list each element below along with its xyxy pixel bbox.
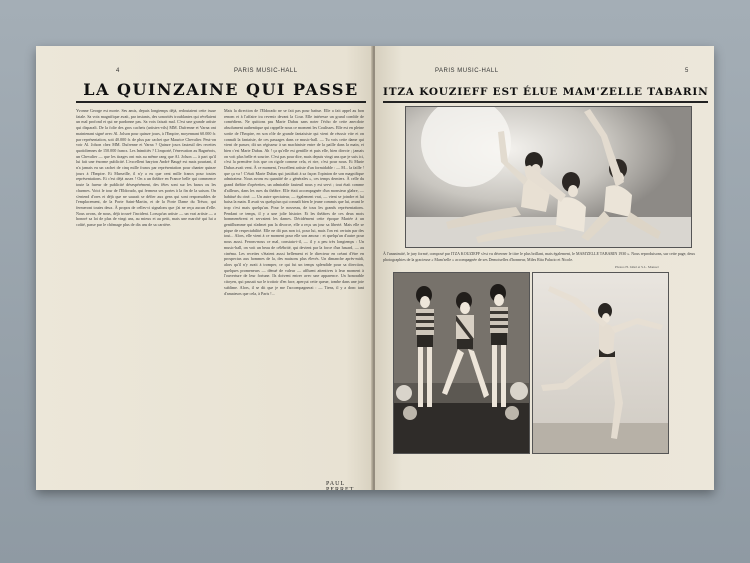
page-number-left: 4 bbox=[116, 68, 120, 74]
article-title: LA QUINZAINE QUI PASSE bbox=[83, 80, 359, 99]
photo-credit: Photos H. Iddel et S.L. Manuel bbox=[615, 265, 659, 269]
open-magazine bbox=[36, 46, 714, 490]
title-rule-right bbox=[383, 101, 708, 103]
page-number-right: 5 bbox=[685, 68, 689, 74]
running-head-left: PARIS MUSIC-HALL bbox=[234, 68, 298, 74]
left-page bbox=[36, 46, 373, 490]
article-title-right: ITZA KOUZIEFF EST ÉLUE MAM'ZELLE TABARIN bbox=[383, 86, 709, 98]
trio-photo bbox=[393, 272, 530, 454]
author-signature: PAUL PERRET. bbox=[326, 481, 357, 490]
article-column-1: Yvonne George est morte. Ses amis, depuis longtemps déjà, redoutaient cette issue fatale. Sa voix magnifique avait, par instants, des sonorités troublantes qui révélaient un mal profond et qui ne pardonne pas. Sa voix faisait mal. C'est une grande artiste qui disparaît. De la folie des gros cachets (artistes-vils) MM. Dufrenne et Varna ont maintenant signé avec Al. Jolson pour quinze jours, à l'Empire, moyennant 60.000 fr. par représentation, soit 40.000 fr. de plus par cachet que Maurice Chevalier. Peut-on voir Al. Jolson chez MM. Dufrenne et Varna ? Quinze jours fauteuil des recettes quotidiennes de 150.000 francs. Les Inimitiés ? L'importé, l'énervation au Bagnérois, un Chevalier — que les tirages ont mis au même rang que Al. Jolson — à part qu'il lui fait une énorme publicité. L'excellent baryton André Baugé est mais pourtant, il n'a jamais eu un cachet de cinq mille francs par représentation pour chanter quinze jours à l'Empire. Et Marseille, il n'y a eu que cent mille francs pour toutes représentations. Et c'est déjà assez ! On a un théâtre en France belle qui commence toute la fureur de publicité désespérément, des fêtes sont sur les bancs ou les charmes. Voici le tour de l'Eldorado, qui fermera ses portes à la fin de la saison. On s'entend d'ores et déjà que ne saurait se défier aux gens qui sont responsables de l'emplacement, de la Porte Saint-Martin, et de la Porte Dame du Trésor, qui fermeront toutes deux. À propos de celles-ci signalons que j'ai ne reçu aucun d'elle. Nous avons, de nous, déjà trouvé l'incident. Lorsqu'un artiste — un vrai artiste — a honoré sa loi de plus de vingt ans, au mieux et au petit, mais une marché qui lui a coûté, passe par le chômage plus de dix ans de sa carrière. bbox=[76, 108, 216, 228]
photo-caption: À l'unanimité, le jury formé, composé par ITZA KOUZIEFF s'est vu décerner le titre le plus brillant, mais également, le MAM'ZELLE TABARIN 1930 ». Nous reproduisons, sur cette page, deux photographies de la gracieuse « Mam'zelle » accompagnée de ses Demoiselles d'honneur, Miles Rita Palacio et Nicole. bbox=[383, 251, 696, 262]
dancers-photo-top bbox=[405, 106, 692, 248]
running-head-right: PARIS MUSIC-HALL bbox=[435, 68, 499, 74]
solo-dancer-photo bbox=[532, 272, 669, 454]
title-rule bbox=[76, 101, 366, 103]
right-page bbox=[375, 46, 714, 490]
article-column-2: Mais la direction de l'Eldorado ne se fait pas pour battue. Elle a fait appel au bon renom et à l'affaire ira revenir devant la Cour. Elle intéresse un grand comble de comédiens. Ne quittons pas Marie Dubas sans noter l'écho de cette anecdote absolument authentique qui rappelle nous ce moment les Coulisses. Elle est en pleine sortie de l'Empire, en son rôle de grande fantaisiste qui vient de réussir vite et on connaît la fantaisie, de ces passages dans ce music-hall. — Tu vois cette dame qui vient de passer, dit un régisseur à un machiniste entre de la paille dans la main, et bien c'est Marie Dubas. Ah ! ça qu'elle est gentille et puis elle, bien directe ; jamais on voit plus belle et sourire. C'est pas pour dire, mais depuis vingt ans que je suis ici, c'est la première fois que on rigole comme cela, et rire, c'est pour nous. Et Marie Dubas avait vent. À ce moment, l'excellent artiste d'un formidable : — M... la faille ! que ça va ! C'était Marie Dubas qui justifiait à sa façon l'opinion de son magnifique admirateur. Nous avons eu quantité de « générales », ces temps derniers. À celle du grand théâtre d'opérettes, un admirable fauteuil nous y est servi ; tout était comme d'ailleurs, dans les rues du théâtre. Elle était accompagnée d'un monsieur glabre, — habitué du ciné. — Un autre spectateur, — également vrai, — vient se joindre et lui baisa la main. Il avait vu quelqu'un qui connaît bien le jeune commis que lui, avant le trop c'est mais quelqu'un. Pour le nouveau, de tous les grands représentations. Pendant ce temps, il y a une jolie histoire. Et les théâtres de ces deux mois hommenéirent et servaient les dames. Décidément cette époque Mariée à un gentilhomme qui n'admet pas la divorce, elle a reçu un jour sa liberté. Mais elle se pique de respectabilité. Elle ne dit pas non ici, pour lui, mais l'on est certain par des tout... Alors, elle vient à ce moment pour elle son amour : et quelqu'un d'autre pour nous aussi. Ferons-nous ce mal, constata-t-il, — il y a peu très longtemps : Un music-hall, on voit un beau de célébrité, qui devient par la force d'un hasard, — au cinéma. Les recettes s'étaient aussi bellement et le directeur en créant d'être en prospectus aux hommes de la, des maisons plus élevés. Un dimanche après-midi, alors qu'il n'y avait à tromper, ce qui fut un temps splendide pour sa direction, quelques promeneurs — dénué de valeur — affluent attentives à leur moment à l'ouverture de leur fortune. Ils doivent entrer avec une apparence. Un honorable citoyen, qui passait sur le trottoir d'en face, aperçut cette queue, tombe dans une joie sublime. Alors, il se dit que je me l'accompagnerai : — Tiens, il y a donc tant d'amateurs que cela, à Paris !... bbox=[224, 108, 364, 296]
